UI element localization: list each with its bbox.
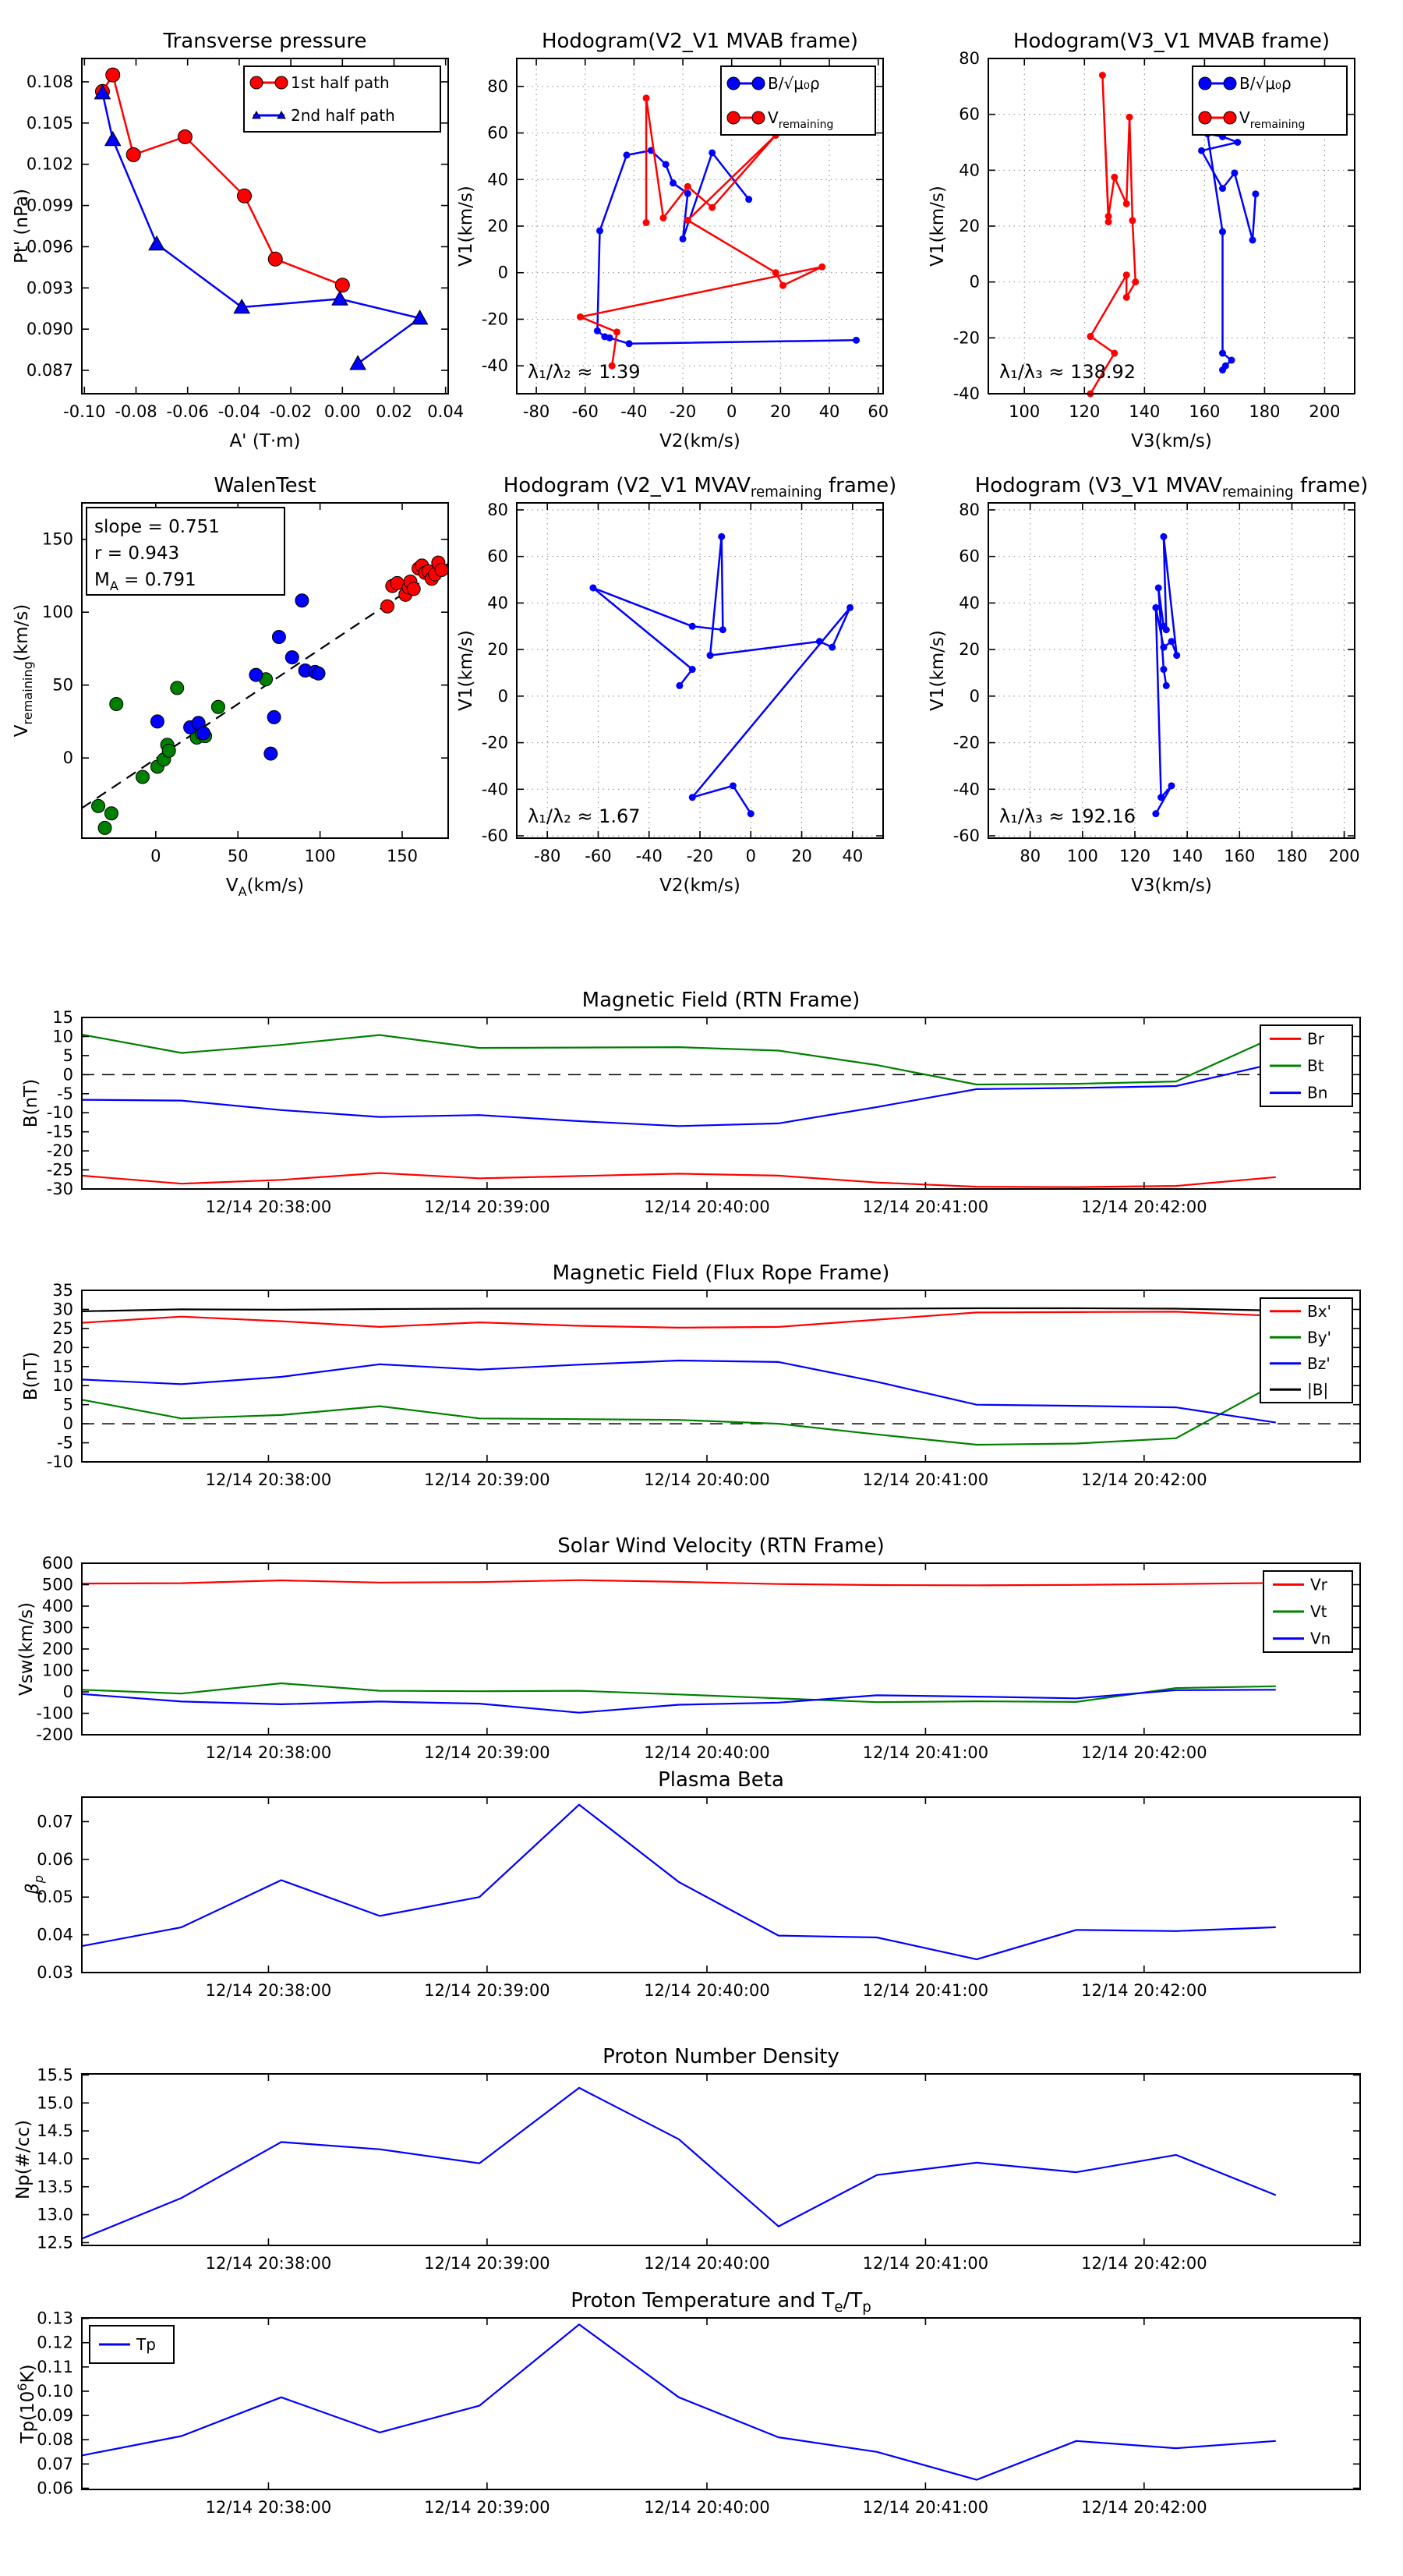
- panel-title: Hodogram(V2_V1 MVAB frame): [541, 30, 859, 53]
- svg-text:0.099: 0.099: [26, 196, 73, 215]
- lambda-annotation: λ₁/λ₂ ≈ 1.39: [528, 361, 641, 383]
- svg-text:80: 80: [959, 49, 980, 68]
- svg-text:20: 20: [770, 402, 791, 421]
- svg-text:100: 100: [41, 603, 73, 622]
- svg-text:300: 300: [41, 1618, 73, 1637]
- x-axis-label: V2(km/s): [659, 876, 740, 896]
- svg-text:12/14 20:39:00: 12/14 20:39:00: [424, 2498, 550, 2517]
- svg-text:0: 0: [726, 402, 737, 421]
- legend-label: Bx': [1307, 1301, 1332, 1321]
- lambda-annotation: λ₁/λ₃ ≈ 138.92: [999, 361, 1136, 383]
- x-axis-label: $V_A(km/s)$: [225, 876, 305, 899]
- svg-text:-20: -20: [46, 1141, 73, 1161]
- svg-text:0: 0: [62, 1414, 73, 1434]
- svg-text:-40: -40: [481, 780, 508, 799]
- stats-line: r = 0.943: [94, 543, 180, 564]
- svg-text:12/14 20:38:00: 12/14 20:38:00: [205, 2254, 332, 2273]
- svg-text:-15: -15: [46, 1122, 73, 1141]
- svg-text:50: 50: [52, 675, 73, 695]
- svg-text:12/14 20:41:00: 12/14 20:41:00: [862, 1743, 989, 1762]
- y-axis-label: V1(km/s): [928, 186, 948, 267]
- svg-text:0.087: 0.087: [26, 361, 73, 380]
- svg-text:40: 40: [842, 847, 864, 865]
- x-axis-label: V3(km/s): [1131, 431, 1212, 451]
- svg-text:12.5: 12.5: [37, 2233, 73, 2252]
- svg-text:-20: -20: [481, 733, 508, 752]
- svg-text:40: 40: [959, 161, 980, 180]
- legend-label: 1st half path: [291, 73, 390, 92]
- svg-text:14.0: 14.0: [37, 2149, 73, 2168]
- legend-label: Br: [1307, 1029, 1324, 1049]
- svg-text:60: 60: [487, 547, 508, 566]
- svg-text:180: 180: [1249, 402, 1281, 421]
- svg-text:-20: -20: [686, 847, 714, 865]
- svg-text:12/14 20:39:00: 12/14 20:39:00: [424, 1198, 550, 1216]
- svg-text:12/14 20:40:00: 12/14 20:40:00: [644, 2498, 770, 2517]
- svg-text:0.11: 0.11: [37, 2357, 73, 2376]
- y-axis-label: B(nT): [21, 1351, 41, 1401]
- svg-text:140: 140: [1129, 402, 1161, 421]
- panel-title: Hodogram (V2_V1 $MVAV_{remaining}$ frame): [503, 474, 897, 501]
- svg-text:-60: -60: [585, 847, 612, 865]
- svg-text:0.10: 0.10: [37, 2381, 73, 2401]
- svg-text:12/14 20:41:00: 12/14 20:41:00: [862, 1981, 989, 2000]
- y-axis-label: $\beta_p$: [23, 1875, 46, 1895]
- svg-text:30: 30: [52, 1300, 73, 1319]
- svg-text:-40: -40: [620, 402, 648, 421]
- svg-text:0.05: 0.05: [37, 1888, 73, 1907]
- svg-text:100: 100: [41, 1661, 73, 1680]
- svg-text:13.0: 13.0: [37, 2205, 73, 2224]
- svg-text:12/14 20:42:00: 12/14 20:42:00: [1081, 1981, 1207, 2000]
- svg-text:0.04: 0.04: [427, 402, 465, 421]
- legend-label: By': [1307, 1328, 1332, 1347]
- svg-text:100: 100: [304, 847, 336, 865]
- panel-title: Proton Number Density: [603, 2045, 839, 2068]
- svg-text:-20: -20: [481, 310, 508, 329]
- svg-text:12/14 20:38:00: 12/14 20:38:00: [205, 1743, 332, 1762]
- svg-text:12/14 20:42:00: 12/14 20:42:00: [1081, 1198, 1207, 1216]
- svg-text:-25: -25: [46, 1160, 73, 1180]
- svg-text:20: 20: [959, 217, 980, 235]
- panel-title: Plasma Beta: [658, 1768, 784, 1792]
- svg-text:20: 20: [791, 847, 812, 865]
- svg-text:120: 120: [1069, 402, 1101, 421]
- svg-text:120: 120: [1119, 847, 1151, 865]
- y-axis-label: V1(km/s): [456, 630, 476, 711]
- svg-text:20: 20: [52, 1338, 73, 1357]
- svg-text:100: 100: [1009, 402, 1041, 421]
- svg-text:20: 20: [487, 217, 508, 235]
- svg-text:0: 0: [62, 748, 73, 768]
- svg-text:0.093: 0.093: [26, 278, 73, 298]
- svg-text:-40: -40: [481, 356, 508, 376]
- svg-text:15.5: 15.5: [37, 2065, 73, 2085]
- svg-text:12/14 20:39:00: 12/14 20:39:00: [424, 1743, 550, 1762]
- panel-title: Hodogram(V3_V1 MVAB frame): [1012, 30, 1331, 53]
- svg-text:80: 80: [959, 500, 980, 519]
- svg-text:-60: -60: [952, 826, 980, 846]
- panel-title: WalenTest: [214, 474, 316, 497]
- y-axis-label: $V_{remaining}(km/s)$: [12, 603, 35, 738]
- svg-text:12/14 20:41:00: 12/14 20:41:00: [862, 2498, 989, 2517]
- svg-text:0.108: 0.108: [26, 72, 73, 91]
- panel-title: Magnetic Field (Flux Rope Frame): [552, 1261, 890, 1285]
- svg-text:14.5: 14.5: [37, 2121, 73, 2141]
- svg-text:15: 15: [52, 1008, 73, 1027]
- svg-text:20: 20: [959, 640, 980, 660]
- svg-text:500: 500: [41, 1575, 73, 1594]
- svg-text:0.12: 0.12: [37, 2333, 73, 2352]
- svg-text:-40: -40: [952, 780, 980, 799]
- svg-text:20: 20: [487, 640, 508, 660]
- legend-label: |B|: [1307, 1380, 1329, 1399]
- svg-text:12/14 20:38:00: 12/14 20:38:00: [205, 2498, 332, 2517]
- svg-text:0: 0: [969, 686, 980, 706]
- svg-text:0.07: 0.07: [37, 2454, 73, 2474]
- svg-text:13.5: 13.5: [37, 2177, 73, 2196]
- svg-text:10: 10: [52, 1027, 73, 1046]
- legend-label: Vn: [1310, 1629, 1331, 1648]
- legend: [721, 66, 875, 135]
- svg-text:0.096: 0.096: [26, 237, 73, 257]
- legend-label: Bt: [1307, 1056, 1324, 1075]
- svg-text:15.0: 15.0: [37, 2093, 73, 2113]
- panel-title: Proton Temperature and $T_e/T_p$: [571, 2289, 871, 2316]
- svg-text:10: 10: [52, 1376, 73, 1396]
- y-axis-label: Pt' (nPa): [12, 189, 32, 264]
- legend: [1193, 66, 1347, 135]
- svg-text:-80: -80: [534, 847, 561, 865]
- svg-text:-40: -40: [635, 847, 663, 865]
- svg-text:80: 80: [1020, 847, 1041, 865]
- legend-label: Bn: [1307, 1083, 1328, 1102]
- svg-text:12/14 20:40:00: 12/14 20:40:00: [644, 1198, 770, 1216]
- lambda-annotation: λ₁/λ₃ ≈ 192.16: [999, 805, 1136, 827]
- x-axis-label: A' (T·m): [229, 431, 301, 451]
- svg-text:180: 180: [1276, 847, 1308, 865]
- svg-text:12/14 20:39:00: 12/14 20:39:00: [424, 2254, 550, 2273]
- svg-text:160: 160: [1189, 402, 1221, 421]
- svg-text:12/14 20:40:00: 12/14 20:40:00: [644, 1743, 770, 1762]
- y-axis-label: B(nT): [21, 1078, 41, 1128]
- legend-label: Tp: [136, 2335, 156, 2354]
- svg-text:-10: -10: [46, 1103, 73, 1123]
- svg-text:-0.10: -0.10: [63, 402, 106, 421]
- svg-text:-80: -80: [522, 402, 550, 421]
- svg-text:12/14 20:38:00: 12/14 20:38:00: [205, 1198, 332, 1216]
- svg-text:0: 0: [150, 847, 161, 865]
- svg-text:12/14 20:41:00: 12/14 20:41:00: [862, 1198, 989, 1216]
- svg-text:12/14 20:39:00: 12/14 20:39:00: [424, 1470, 550, 1489]
- legend-label: 2nd half path: [291, 106, 395, 125]
- svg-text:-0.02: -0.02: [269, 402, 313, 421]
- y-axis-label: V1(km/s): [928, 630, 948, 711]
- svg-text:12/14 20:42:00: 12/14 20:42:00: [1081, 1470, 1207, 1489]
- svg-text:0.06: 0.06: [37, 2479, 73, 2498]
- legend-label: Vt: [1310, 1602, 1327, 1621]
- svg-text:40: 40: [818, 402, 840, 421]
- svg-text:40: 40: [959, 593, 980, 613]
- svg-text:-60: -60: [571, 402, 599, 421]
- svg-text:200: 200: [1328, 847, 1360, 865]
- svg-text:12/14 20:41:00: 12/14 20:41:00: [862, 2254, 989, 2273]
- svg-text:50: 50: [227, 847, 249, 865]
- svg-text:400: 400: [41, 1597, 73, 1615]
- svg-text:12/14 20:42:00: 12/14 20:42:00: [1081, 2254, 1207, 2273]
- svg-text:12/14 20:39:00: 12/14 20:39:00: [424, 1981, 550, 2000]
- svg-text:160: 160: [1224, 847, 1256, 865]
- svg-text:0.02: 0.02: [376, 402, 412, 421]
- svg-text:12/14 20:40:00: 12/14 20:40:00: [644, 1470, 770, 1489]
- y-axis-label: V1(km/s): [456, 186, 476, 267]
- legend: [1260, 1298, 1352, 1403]
- legend-label: Bz': [1307, 1353, 1331, 1373]
- legend-label: $V_{remaining}$: [1239, 108, 1306, 131]
- svg-text:5: 5: [62, 1395, 73, 1414]
- svg-text:0.13: 0.13: [37, 2309, 73, 2328]
- svg-text:80: 80: [487, 76, 508, 96]
- panel-title: Transverse pressure: [163, 30, 367, 53]
- svg-text:0.04: 0.04: [37, 1925, 73, 1944]
- svg-text:0.090: 0.090: [26, 320, 73, 339]
- svg-text:60: 60: [487, 123, 508, 143]
- svg-text:-0.06: -0.06: [166, 402, 209, 421]
- svg-text:12/14 20:40:00: 12/14 20:40:00: [644, 1981, 770, 2000]
- svg-text:0.07: 0.07: [37, 1812, 73, 1831]
- svg-text:0: 0: [969, 272, 980, 292]
- svg-text:40: 40: [487, 170, 508, 189]
- legend: [1260, 1025, 1352, 1106]
- svg-text:12/14 20:42:00: 12/14 20:42:00: [1081, 2498, 1207, 2517]
- svg-text:15: 15: [52, 1357, 73, 1376]
- svg-text:40: 40: [487, 593, 508, 613]
- panel-title: Hodogram (V3_V1 $MVAV_{remaining}$ frame): [974, 474, 1369, 501]
- svg-text:-20: -20: [952, 733, 980, 752]
- svg-text:140: 140: [1172, 847, 1203, 865]
- lambda-annotation: λ₁/λ₂ ≈ 1.67: [528, 805, 641, 827]
- svg-text:60: 60: [868, 402, 889, 421]
- svg-text:-0.04: -0.04: [217, 402, 261, 421]
- svg-text:-20: -20: [669, 402, 697, 421]
- x-axis-label: V2(km/s): [659, 431, 740, 451]
- svg-text:25: 25: [52, 1318, 73, 1338]
- svg-text:-60: -60: [481, 826, 508, 846]
- svg-text:-100: -100: [36, 1704, 73, 1723]
- svg-text:0.06: 0.06: [37, 1849, 73, 1869]
- svg-text:600: 600: [41, 1554, 73, 1573]
- legend: [1263, 1571, 1352, 1652]
- svg-text:0.09: 0.09: [37, 2406, 73, 2426]
- legend: [244, 66, 440, 132]
- svg-text:-0.08: -0.08: [115, 402, 157, 421]
- legend: [90, 2326, 174, 2363]
- svg-text:12/14 20:38:00: 12/14 20:38:00: [205, 1470, 332, 1489]
- svg-text:200: 200: [1309, 402, 1341, 421]
- svg-text:-200: -200: [36, 1725, 73, 1744]
- svg-text:0: 0: [497, 686, 508, 706]
- svg-text:0.03: 0.03: [37, 1963, 73, 1982]
- legend-label: $V_{remaining}$: [768, 108, 834, 131]
- svg-text:0: 0: [745, 847, 756, 865]
- y-axis-label: $Tp(10^6K)$: [15, 2364, 38, 2443]
- svg-text:60: 60: [959, 547, 980, 566]
- stats-line: slope = 0.751: [94, 517, 220, 537]
- svg-text:-20: -20: [952, 328, 980, 348]
- svg-text:12/14 20:42:00: 12/14 20:42:00: [1081, 1743, 1207, 1762]
- legend-label: B/√μ₀ρ: [1239, 74, 1292, 93]
- svg-text:0: 0: [62, 1065, 73, 1085]
- svg-text:80: 80: [487, 500, 508, 519]
- svg-text:150: 150: [41, 529, 73, 549]
- svg-text:12/14 20:41:00: 12/14 20:41:00: [862, 1470, 989, 1489]
- svg-text:150: 150: [386, 847, 419, 865]
- svg-text:-5: -5: [57, 1084, 73, 1103]
- svg-text:0: 0: [497, 263, 508, 282]
- svg-text:-40: -40: [952, 384, 980, 403]
- panel-title: Magnetic Field (RTN Frame): [581, 989, 861, 1012]
- legend-label: Vr: [1310, 1575, 1327, 1594]
- svg-text:200: 200: [41, 1640, 73, 1658]
- svg-text:0.08: 0.08: [37, 2430, 73, 2450]
- svg-text:35: 35: [52, 1281, 73, 1300]
- legend-label: B/√μ₀ρ: [768, 74, 820, 93]
- svg-text:12/14 20:38:00: 12/14 20:38:00: [205, 1981, 332, 2000]
- y-axis-label: Vsw(km/s): [16, 1602, 37, 1696]
- svg-text:60: 60: [959, 104, 980, 124]
- svg-text:-30: -30: [46, 1180, 73, 1198]
- svg-text:5: 5: [62, 1046, 73, 1065]
- svg-text:-10: -10: [46, 1453, 73, 1471]
- y-axis-label: Np(#/cc): [13, 2119, 34, 2200]
- svg-text:12/14 20:40:00: 12/14 20:40:00: [644, 2254, 770, 2273]
- x-axis-label: V3(km/s): [1131, 876, 1212, 896]
- svg-text:0.00: 0.00: [323, 402, 361, 421]
- panel-title: Solar Wind Velocity (RTN Frame): [557, 1534, 885, 1558]
- svg-text:100: 100: [1066, 847, 1098, 865]
- stats-line: $M_A = 0.791$: [94, 570, 196, 593]
- svg-text:0: 0: [62, 1683, 73, 1701]
- svg-text:-5: -5: [57, 1433, 73, 1453]
- svg-text:0.105: 0.105: [26, 113, 73, 133]
- svg-text:0.102: 0.102: [26, 154, 73, 174]
